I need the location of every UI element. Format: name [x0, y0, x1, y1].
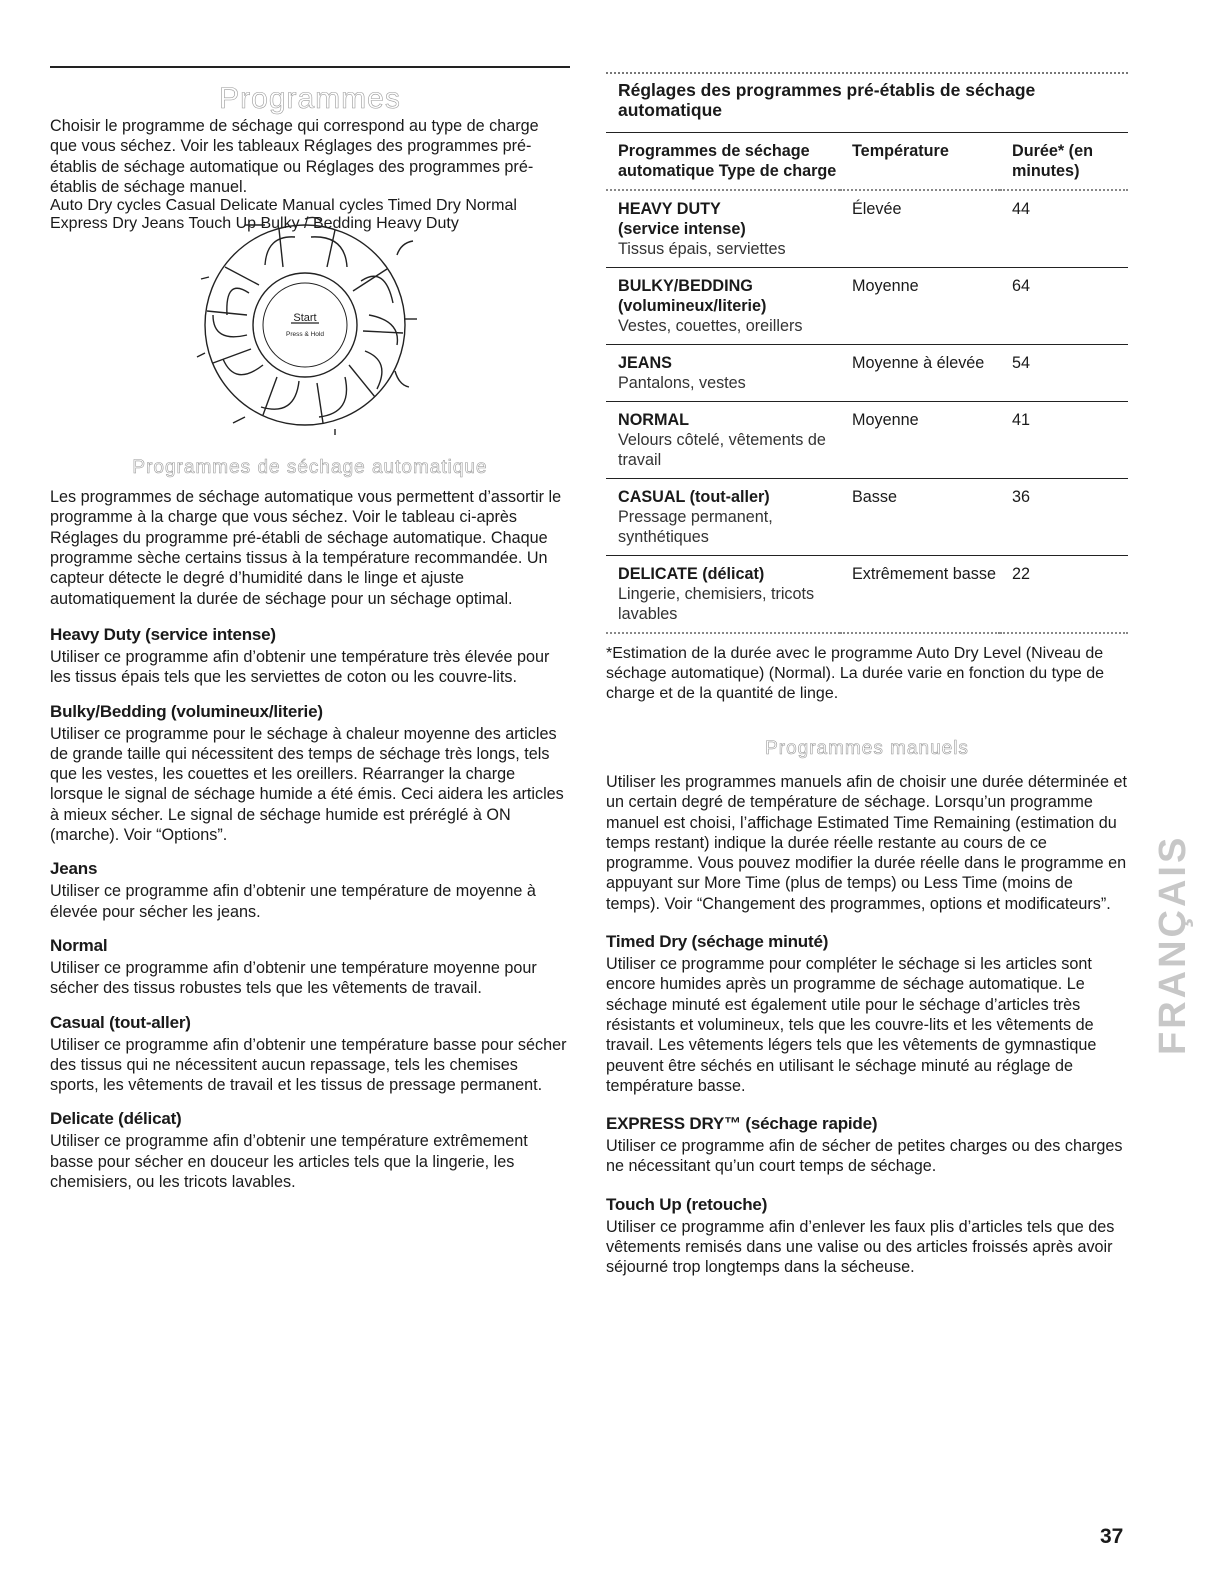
- section-timed-dry: [606, 932, 1128, 1096]
- table-footnote: *Estimation de la durée avec le programme Auto Dry Level (Niveau de séchage automatique) (Normal). La durée varie en fonction du type de charge et de la quantité de linge.: [606, 645, 1105, 702]
- section-title: EXPRESS DRY™ (séchage rapide): [606, 1114, 878, 1134]
- auto-cycles-label: cycles: [116, 197, 162, 215]
- section-delicate: [50, 1109, 570, 1192]
- section-heavy-duty: [50, 625, 570, 688]
- section-jeans: [50, 859, 570, 922]
- dial-segment: [223, 359, 263, 375]
- table-header-row: [606, 133, 1128, 191]
- dial-segment: [361, 276, 393, 303]
- section-casual: [50, 1013, 570, 1096]
- dial-segment: [227, 288, 249, 315]
- leader-line: [395, 371, 409, 387]
- cycle-settings-table: [606, 132, 1128, 634]
- cycle-name: BULKY/BEDDING: [618, 277, 753, 295]
- section-touch-up: [606, 1195, 1128, 1278]
- cycle-load: Pantalons, vestes: [618, 374, 746, 392]
- casual-label: Casual: [165, 197, 216, 215]
- timed-dry-label: Timed Dry: [387, 197, 461, 215]
- cycle-minutes: 36: [1000, 479, 1128, 556]
- section-body: Utiliser ce programme pour le séchage à chaleur moyenne des articles de grande taille qui nécessitent des temps de séchage très longs, tels que les vestes, les couettes et les oreillers. Réarranger la charge lorsque le signal de séchage humide a été émis. Ceci aidera les articles à mieux sécher. Le signal de séchage humide est préréglé à ON (marche). Voir “Options”.: [50, 724, 564, 845]
- cycle-temp: Extrêmement basse: [840, 556, 1000, 634]
- section-express-dry: [606, 1114, 1128, 1177]
- cycle-name: HEAVY DUTY: [618, 200, 721, 218]
- table-row: [606, 479, 1128, 556]
- section-body: Utiliser ce programme afin d’obtenir une température extrêmement basse pour sécher en douceur les articles tels que la lingerie, les chemisiers, ou les tricots lavables.: [50, 1132, 528, 1192]
- dial-segment: [319, 377, 347, 417]
- dial-inner-ring: [253, 273, 357, 377]
- cycle-minutes: 41: [1000, 402, 1128, 479]
- cycle-temp: Moyenne à élevée: [840, 345, 1000, 402]
- manual-label: Manual: [282, 197, 335, 215]
- dial-outer-ring: [205, 225, 405, 425]
- cycle-load: Pressage permanent, synthétiques: [618, 508, 773, 546]
- section-body: Utiliser ce programme pour compléter le séchage si les articles sont encore humides après un programme de séchage automatique. Le séchage minuté est également utile pour le séchage d’articles très résistants et volumineux, tels que les couvre-lits et les vêtements de travail. Les vêtements légers tels que les vêtements de gymnastique peuvent être séchés en utilisant le séchage minuté au réglage de température basse.: [606, 955, 1097, 1095]
- section-body: Utiliser ce programme afin d’enlever les faux plis d’articles tels que des vêtements remisés dans une valise ou des articles froissés après avoir séjourné trop longtemps dans la sécheuse.: [606, 1217, 1115, 1277]
- section-body: Utiliser ce programme afin d’obtenir une température moyenne pour sécher des tissus robustes tels que les vêtements de travail.: [50, 958, 537, 998]
- auto-intro-paragraph: Les programmes de séchage automatique vous permettent d’assortir le programme à la charge que vous séchez. Voir le tableau ci-après Réglages du programme pré-établi de séchage automatique. Chaque programme sèche certains tissus à la température recommandée. Un capteur détecte le degré d’humidité dans le linge et ajuste automatiquement la durée de séchage pour un séchage optimal.: [50, 488, 562, 608]
- cycle-load: Velours côtelé, vêtements de travail: [618, 431, 826, 469]
- bulky-bedding-label: Bulky / Bedding: [260, 215, 372, 233]
- cycle-load: Tissus épais, serviettes: [618, 240, 786, 258]
- dial-segment: [311, 237, 347, 267]
- programmes-heading: Programmes: [219, 82, 401, 115]
- cycle-temp: Basse: [840, 479, 1000, 556]
- touch-up-label: Touch Up: [188, 215, 257, 233]
- section-body: Utiliser ce programme afin d’obtenir une température de moyenne à élevée pour sécher les jeans.: [50, 882, 536, 921]
- cycle-load: Lingerie, chemisiers, tricots lavables: [618, 585, 815, 623]
- header-temperature: Température: [840, 133, 1000, 191]
- cycle-name: CASUAL (tout-aller): [618, 488, 770, 506]
- section-body: Utiliser ce programme afin de sécher de petites charges ou des charges ne nécessitant qu’un court temps de séchage.: [606, 1137, 1123, 1176]
- auto-programs-heading: Programmes de séchage automatique: [132, 457, 488, 479]
- section-bulky-bedding: [50, 702, 570, 846]
- left-column: [50, 62, 570, 1192]
- dial-segment: [369, 315, 397, 345]
- table-row: [606, 345, 1128, 402]
- section-title: Timed Dry (séchage minuté): [606, 932, 829, 952]
- cycle-name: NORMAL: [618, 411, 690, 429]
- section-title: Touch Up (retouche): [606, 1194, 768, 1214]
- normal-label: Normal: [465, 197, 517, 215]
- table-row: [606, 268, 1128, 345]
- section-body: Utiliser ce programme afin d’obtenir une température basse pour sécher des tissus qui ne nécessitent aucun repassage, tels les chemises sports, les vêtements de travail et les tissus de pressage permanent.: [50, 1035, 567, 1095]
- cycle-minutes: 64: [1000, 268, 1128, 345]
- section-title: Casual (tout-aller): [50, 1012, 191, 1032]
- section-title: Normal: [50, 935, 108, 955]
- cycle-subname: (service intense): [618, 220, 746, 238]
- start-label: Start: [293, 312, 317, 325]
- leader-line: [197, 353, 205, 357]
- dial-divider: [363, 331, 403, 333]
- header-duration: Durée* (en minutes): [1000, 133, 1128, 191]
- cycle-minutes: 54: [1000, 345, 1128, 402]
- dial-divider: [225, 267, 259, 285]
- right-column: [606, 80, 1128, 1278]
- dial-segment: [365, 351, 382, 389]
- dial-divider: [327, 230, 335, 267]
- cycle-temp: Moyenne: [840, 402, 1000, 479]
- section-normal: [50, 936, 570, 999]
- dial-diagram: [50, 197, 570, 455]
- leader-line: [305, 218, 321, 222]
- delicate-label: Delicate: [219, 197, 278, 215]
- press-hold-label: Press & Hold: [286, 331, 324, 339]
- cycle-minutes: 44: [1000, 190, 1128, 268]
- dial-divider: [213, 349, 251, 363]
- top-dotted-rule: [606, 72, 1128, 74]
- language-side-label: FRANÇAIS: [1152, 834, 1194, 1056]
- page-number: 37: [1100, 1525, 1124, 1548]
- section-title: Bulky/Bedding (volumineux/literie): [50, 701, 323, 721]
- leader-line: [201, 277, 209, 279]
- section-title: Jeans: [50, 859, 98, 879]
- auto-dry-label: Auto Dry: [50, 197, 113, 215]
- heavy-duty-label: Heavy Duty: [376, 215, 459, 233]
- dial-segment: [213, 315, 247, 337]
- table-row: [606, 190, 1128, 268]
- cycle-minutes: 22: [1000, 556, 1128, 634]
- section-title: Delicate (délicat): [50, 1109, 182, 1129]
- cycle-name: JEANS: [618, 354, 672, 372]
- dial-divider: [279, 229, 283, 267]
- cycle-load: Vestes, couettes, oreillers: [618, 317, 803, 335]
- leader-line: [397, 241, 413, 255]
- jeans-label: Jeans: [141, 215, 185, 233]
- manual-programs-heading: Programmes manuels: [765, 738, 969, 759]
- manual-cycles-label: cycles: [339, 197, 384, 215]
- cycle-temp: Moyenne: [840, 268, 1000, 345]
- cycle-temp: Élevée: [840, 190, 1000, 268]
- intro-paragraph: Choisir le programme de séchage qui correspond au type de charge que vous séchez. Voir les tableaux Réglages des programmes pré-établis de séchage automatique ou Réglages des programmes pré-établis de séchage manuel.: [50, 117, 539, 196]
- leader-line: [233, 417, 245, 423]
- express-dry-label: Express Dry: [50, 215, 138, 233]
- start-button-ring: [263, 283, 347, 367]
- cycle-name: DELICATE (délicat): [618, 565, 765, 583]
- header-program: Programmes de séchage automatique Type de charge: [606, 133, 840, 191]
- table-title: Réglages des programmes pré-établis de séchage automatique: [618, 80, 1036, 120]
- section-body: Utiliser ce programme afin d’obtenir une température très élevée pour les tissus épais tels que les serviettes de coton ou les couvre-lits.: [50, 647, 550, 687]
- cycle-dial: [50, 197, 570, 455]
- dial-divider: [349, 365, 375, 397]
- manual-intro-paragraph: Utiliser les programmes manuels afin de choisir une durée déterminée et un certain degré de température de séchage. Lorsqu’un programme manuel est choisi, l’affichage Estimated Time Remaining (estimation du temps restant) indique la durée réelle restante au cours de ce programme. Vous pouvez modifier la durée réelle dans le programme en appuyant sur More Time (plus de temps) ou Less Time (moins de temps). Voir “Changement des programmes, options et modificateurs”.: [606, 773, 1127, 913]
- cycle-subname: (volumineux/literie): [618, 297, 767, 315]
- table-row: [606, 402, 1128, 479]
- section-title: Heavy Duty (service intense): [50, 624, 276, 644]
- table-row: [606, 556, 1128, 634]
